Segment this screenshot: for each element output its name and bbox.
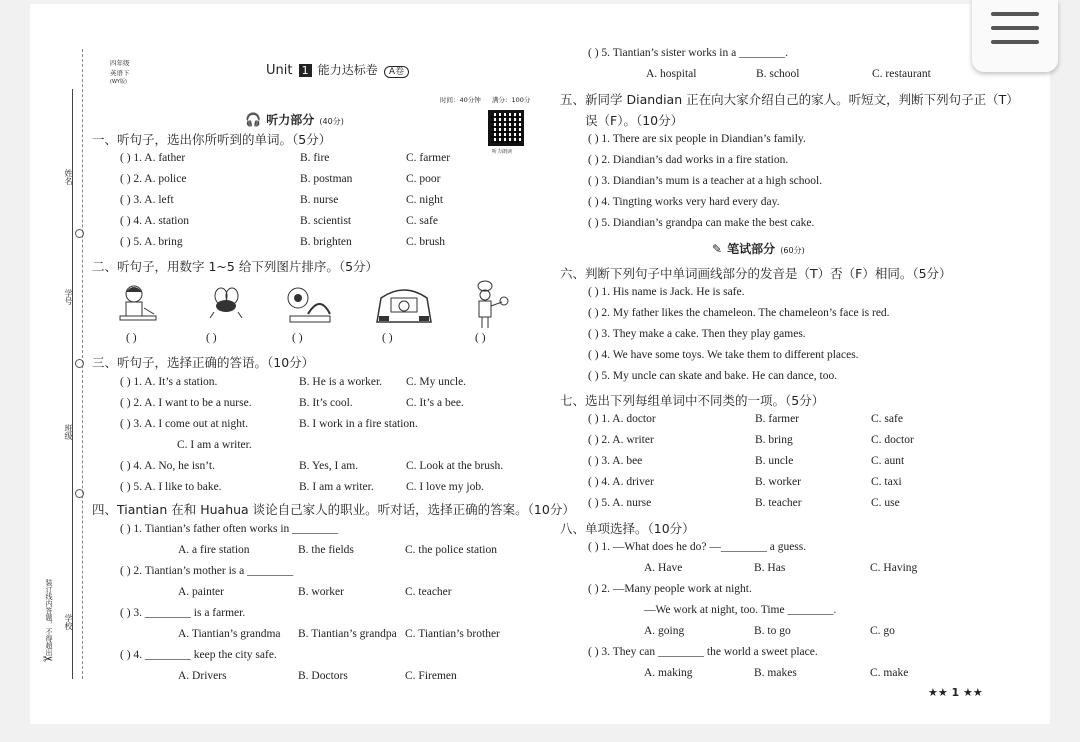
s8rows-row-7-col-2: B. makes: [754, 667, 797, 679]
s7-title: 七、选出下列每组单词中不同类的一项。（5分）: [560, 393, 825, 408]
menu-icon-bar: [991, 26, 1039, 30]
s7rows-row-3-col-3: C. aunt: [871, 455, 905, 467]
s4rows-row-2-col-2: B. the fields: [298, 544, 354, 556]
s7rows-row-2-col-3: C. doctor: [871, 434, 914, 446]
s2-answer-blank-2[interactable]: ( ): [206, 332, 217, 344]
score-label: 满分：100分: [492, 96, 531, 104]
s1rows-row-3-col-2: B. nurse: [300, 194, 339, 206]
s8rows-row-5-col-2: B. to go: [754, 625, 791, 637]
s4rows-row-8-col-2: B. Doctors: [298, 670, 348, 682]
s1rows-row-4-col-3: C. safe: [406, 215, 438, 227]
s8rows-row-1-col-1: ( ) 1. —What does he do? —________ a guess.: [588, 541, 807, 553]
s3rows-row-2-col-1: ( ) 2. A. I want to be a nurse.: [120, 397, 252, 409]
s6rows-item-1: ( ) 1. His name is Jack. He is safe.: [588, 286, 745, 298]
s3rows-row-5-col-2: B. Yes, I am.: [299, 460, 359, 472]
title-tag: A卷: [384, 66, 409, 78]
s5rows-item-3: ( ) 3. Diandian’s mum is a teacher at a high school.: [588, 175, 823, 187]
edition-label: (WY版): [110, 79, 127, 85]
title-number: 1: [299, 64, 312, 77]
s4rows-row-8-col-1: A. Drivers: [178, 670, 227, 682]
s7rows-row-5-col-1: ( ) 5. A. nurse: [588, 497, 652, 509]
title-unit: Unit: [266, 63, 293, 78]
s5rows-item-1: ( ) 1. There are six people in Diandian’s family.: [588, 133, 806, 145]
s2-answer-blank-1[interactable]: ( ): [126, 332, 137, 344]
s8rows-row-5-col-3: C. go: [870, 625, 895, 637]
title-text: 能力达标卷: [317, 63, 378, 77]
s1rows-row-5-col-3: C. brush: [406, 236, 445, 248]
s7rows-row-5-col-2: B. teacher: [755, 497, 802, 509]
qr-code: [488, 110, 524, 146]
s4rows-row-4-col-2: B. worker: [298, 586, 344, 598]
school-label: 学校: [64, 614, 73, 630]
page-title: [266, 61, 409, 78]
bee-picture: [206, 286, 246, 327]
grade-label: 四年级: [110, 59, 130, 67]
s4rows-row-3-col-1: ( ) 2. Tiantian’s mother is a ________: [120, 565, 294, 577]
s1rows-row-1-col-1: ( ) 1. A. father: [120, 152, 186, 164]
s3rows-row-3-col-1: ( ) 3. A. I come out at night.: [120, 418, 249, 430]
s3rows-row-6-col-3: C. I love my job.: [406, 481, 484, 493]
s7rows-row-1-col-1: ( ) 1. A. doctor: [588, 413, 656, 425]
s1-title: 一、听句子，选出你所听到的单词。（5分）: [92, 132, 332, 147]
s2-answer-blank-4[interactable]: ( ): [382, 332, 393, 344]
s8rows-row-7-col-3: C. make: [870, 667, 909, 679]
s3rows-row-3-col-2: B. I work in a fire station.: [299, 418, 418, 430]
s7rows-row-5-col-3: C. use: [871, 497, 900, 509]
writing-heading: ✎ 笔试部分 (60分): [712, 242, 805, 256]
s4rows-row-6-col-2: B. Tiantian’s grandpa: [298, 628, 397, 640]
id-label: 学号: [64, 289, 73, 305]
pen-icon: ✎: [712, 242, 723, 256]
s1rows-row-3-col-1: ( ) 3. A. left: [120, 194, 174, 206]
s8rows-row-7-col-1: A. making: [644, 667, 693, 679]
s4brows-row-2-col-2: B. school: [756, 68, 800, 80]
s8-title: 八、单项选择。（10分）: [560, 521, 695, 536]
s8rows-row-5-col-1: A. going: [644, 625, 685, 637]
s6rows-item-5: ( ) 5. My uncle can skate and bake. He can dance, too.: [588, 370, 838, 382]
s2-title: 二、听句子，用数字 1~5 给下列图片排序。（5分）: [92, 259, 379, 274]
s7rows-row-4-col-2: B. worker: [755, 476, 801, 488]
girl-reading-picture: [116, 282, 162, 333]
headphones-icon: 🎧: [245, 113, 262, 128]
scissors-icon: ✂: [43, 652, 54, 666]
doctor-tools-picture: [284, 284, 336, 333]
s4brows-row-1-col-1: ( ) 5. Tiantian’s sister works in a ________.: [588, 47, 788, 59]
name-label: 姓名: [64, 169, 73, 185]
s7rows-row-1-col-2: B. farmer: [755, 413, 800, 425]
s1rows-row-3-col-3: C. night: [406, 194, 444, 206]
s5-title-line1: 五、新同学 Diandian 正在向大家介绍自己的家人。听短文，判断下列句子正（T）: [560, 92, 1019, 107]
car-driver-picture: [373, 282, 435, 333]
s6rows-item-3: ( ) 3. They make a cake. Then they play games.: [588, 328, 806, 340]
s3-title: 三、听句子，选择正确的答语。（10分）: [92, 355, 315, 370]
s1rows-row-2-col-2: B. postman: [300, 173, 353, 185]
s7rows-row-2-col-2: B. bring: [755, 434, 793, 446]
s4-title: 四、Tiantian 在和 Huahua 谈论自己家人的职业。听对话，选择正确的答案。（10分）: [92, 502, 575, 517]
menu-icon: [991, 12, 1039, 16]
s3rows-row-1-col-2: B. He is a worker.: [299, 376, 383, 388]
s3rows-row-6-col-2: B. I am a writer.: [299, 481, 374, 493]
s4rows-row-4-col-1: A. painter: [178, 586, 224, 598]
s5-title-line2: 误（F）。（10分）: [585, 113, 684, 128]
s4brows-row-2-col-1: A. hospital: [646, 68, 697, 80]
s3rows-row-6-col-1: ( ) 5. A. I like to bake.: [120, 481, 222, 493]
worksheet-page: [30, 4, 1050, 724]
class-label: 班级: [64, 424, 73, 440]
menu-button[interactable]: [972, 0, 1058, 72]
s8rows-row-3-col-1: ( ) 2. —Many people work at night.: [588, 583, 752, 595]
s3rows-row-4-col-1: C. I am a writer.: [177, 439, 252, 451]
time-label: 时间：40分钟: [440, 96, 481, 104]
subject-label: 英语下: [110, 69, 130, 77]
hole-marker-2: [75, 359, 84, 368]
s5rows-item-2: ( ) 2. Diandian’s dad works in a fire station.: [588, 154, 789, 166]
listening-heading: 🎧 听力部分 (40分): [245, 113, 344, 128]
s1rows-row-5-col-1: ( ) 5. A. bring: [120, 236, 183, 248]
s6rows-item-4: ( ) 4. We have some toys. We take them to different places.: [588, 349, 859, 361]
s7rows-row-3-col-1: ( ) 3. A. bee: [588, 455, 643, 467]
s6-title: 六、判断下列句子中单词画线部分的发音是（T）否（F）相同。（5分）: [560, 266, 952, 281]
s4rows-row-4-col-3: C. teacher: [405, 586, 452, 598]
s3rows-row-2-col-2: B. It’s cool.: [299, 397, 353, 409]
s2-answer-blank-3[interactable]: ( ): [292, 332, 303, 344]
s4rows-row-2-col-1: A. a fire station: [178, 544, 250, 556]
s1rows-row-4-col-1: ( ) 4. A. station: [120, 215, 189, 227]
s7rows-row-4-col-3: C. taxi: [871, 476, 902, 488]
s3rows-row-2-col-3: C. It’s a bee.: [406, 397, 464, 409]
s1rows-row-1-col-2: B. fire: [300, 152, 330, 164]
menu-icon-bar: [991, 40, 1039, 44]
s2-answer-blank-5[interactable]: ( ): [475, 332, 486, 344]
hole-marker-1: [75, 229, 84, 238]
s4rows-row-2-col-3: C. the police station: [405, 544, 497, 556]
s7rows-row-1-col-3: C. safe: [871, 413, 903, 425]
s7rows-row-2-col-1: ( ) 2. A. writer: [588, 434, 654, 446]
s4brows-row-2-col-3: C. restaurant: [872, 68, 931, 80]
s7rows-row-3-col-2: B. uncle: [755, 455, 794, 467]
s3rows-row-1-col-1: ( ) 1. A. It’s a station.: [120, 376, 218, 388]
page-number: ★★ 1 ★★: [928, 686, 983, 699]
s1rows-row-2-col-1: ( ) 2. A. police: [120, 173, 187, 185]
s8rows-row-2-col-1: A. Have: [644, 562, 683, 574]
hole-marker-3: [75, 489, 84, 498]
cut-notice: 装订线内答题，不得超出: [45, 579, 53, 656]
s8rows-row-4-col-1: —We work at night, too. Time ________.: [644, 604, 837, 616]
s5rows-item-4: ( ) 4. Tingting works very hard every day.: [588, 196, 780, 208]
qr-label: 听力朗读: [492, 149, 513, 155]
s8rows-row-2-col-2: B. Has: [754, 562, 786, 574]
s3rows-row-1-col-3: C. My uncle.: [406, 376, 467, 388]
s1rows-row-2-col-3: C. poor: [406, 173, 441, 185]
s8rows-row-6-col-1: ( ) 3. They can ________ the world a sweet place.: [588, 646, 818, 658]
s5rows-item-5: ( ) 5. Diandian’s grandpa can make the best cake.: [588, 217, 815, 229]
s4rows-row-6-col-3: C. Tiantian’s brother: [405, 628, 500, 640]
s4rows-row-8-col-3: C. Firemen: [405, 670, 457, 682]
s4rows-row-6-col-1: A. Tiantian’s grandma: [178, 628, 281, 640]
s1rows-row-1-col-3: C. farmer: [406, 152, 451, 164]
cook-picture: [470, 280, 510, 337]
s1rows-row-4-col-2: B. scientist: [300, 215, 352, 227]
s4rows-row-5-col-1: ( ) 3. ________ is a farmer.: [120, 607, 246, 619]
s3rows-row-5-col-3: C. Look at the brush.: [406, 460, 504, 472]
s7rows-row-4-col-1: ( ) 4. A. driver: [588, 476, 654, 488]
s6rows-item-2: ( ) 2. My father likes the chameleon. The chameleon’s face is red.: [588, 307, 890, 319]
s4rows-row-1-col-1: ( ) 1. Tiantian’s father often works in ________: [120, 523, 339, 535]
s3rows-row-5-col-1: ( ) 4. A. No, he isn’t.: [120, 460, 215, 472]
s8rows-row-2-col-3: C. Having: [870, 562, 918, 574]
s1rows-row-5-col-2: B. brighten: [300, 236, 352, 248]
s4rows-row-7-col-1: ( ) 4. ________ keep the city safe.: [120, 649, 277, 661]
